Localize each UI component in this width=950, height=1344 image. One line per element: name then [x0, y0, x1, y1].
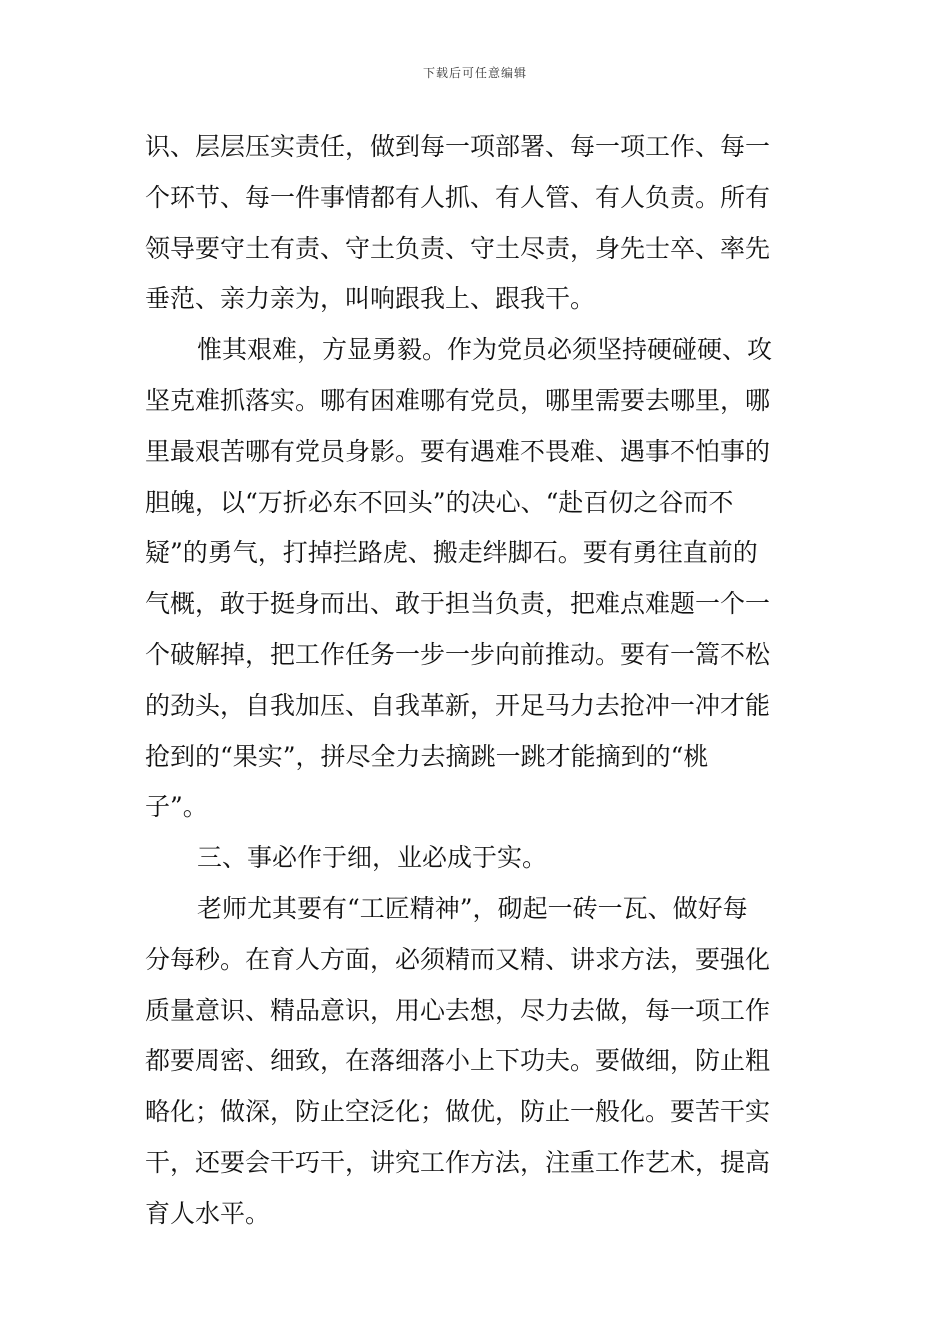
text-line: 个环节、每一件事情都有人抓、有人管、有人负责。所有: [145, 182, 771, 212]
document-body: [145, 122, 807, 1240]
text-line: 三、事必作于细，业必成于实。: [197, 843, 548, 873]
text-line: 干，还要会干巧干，讲究工作方法，注重工作艺术，提高: [145, 1147, 771, 1177]
text-line: 疑”的勇气，打掉拦路虎、搬走绊脚石。要有勇往直前的: [145, 538, 758, 568]
text-line: 育人水平。: [145, 1198, 271, 1228]
text-line: 都要周密、细致，在落细落小上下功夫。要做细，防止粗: [145, 1046, 771, 1076]
text-line: 胆魄，以“万折必东不回头”的决心、“赴百仞之谷而不: [145, 487, 734, 517]
text-line: 的劲头，自我加压、自我革新，开足马力去抢冲一冲才能: [145, 690, 771, 720]
text-line: 子”。: [145, 792, 208, 822]
text-line: 气概，敢于挺身而出、敢于担当负责，把难点难题一个一: [145, 589, 771, 619]
text-line: 老师尤其要有“工匠精神”，砌起一砖一瓦、做好每: [197, 893, 748, 923]
text-line: 分每秒。在育人方面，必须精而又精、讲求方法，要强化: [145, 944, 771, 974]
text-line: 抢到的“果实”，拼尽全力去摘跳一跳才能摘到的“桃: [145, 741, 709, 771]
text-line: 个破解掉，把工作任务一步一步向前推动。要有一篙不松: [145, 639, 771, 669]
text-line: 识、层层压实责任，做到每一项部署、每一项工作、每一: [145, 132, 771, 161]
text-line: 领导要守土有责、守土负责、守土尽责，身先士卒、率先: [145, 233, 771, 263]
text-line: 略化；做深，防止空泛化；做优，防止一般化。要苦干实: [145, 1097, 771, 1127]
header-note: 下载后可任意编辑: [422, 66, 527, 80]
text-line: 垂范、亲力亲为，叫响跟我上、跟我干。: [145, 284, 596, 314]
text-line: 里最艰苦哪有党员身影。要有遇难不畏难、遇事不怕事的: [145, 436, 771, 466]
text-line: 坚克难抓落实。哪有困难哪有党员，哪里需要去哪里，哪: [145, 385, 771, 415]
text-line: 质量意识、精品意识，用心去想，尽力去做，每一项工作: [145, 995, 771, 1025]
text-line: 惟其艰难，方显勇毅。作为党员必须坚持硬碰硬、攻: [197, 335, 773, 365]
